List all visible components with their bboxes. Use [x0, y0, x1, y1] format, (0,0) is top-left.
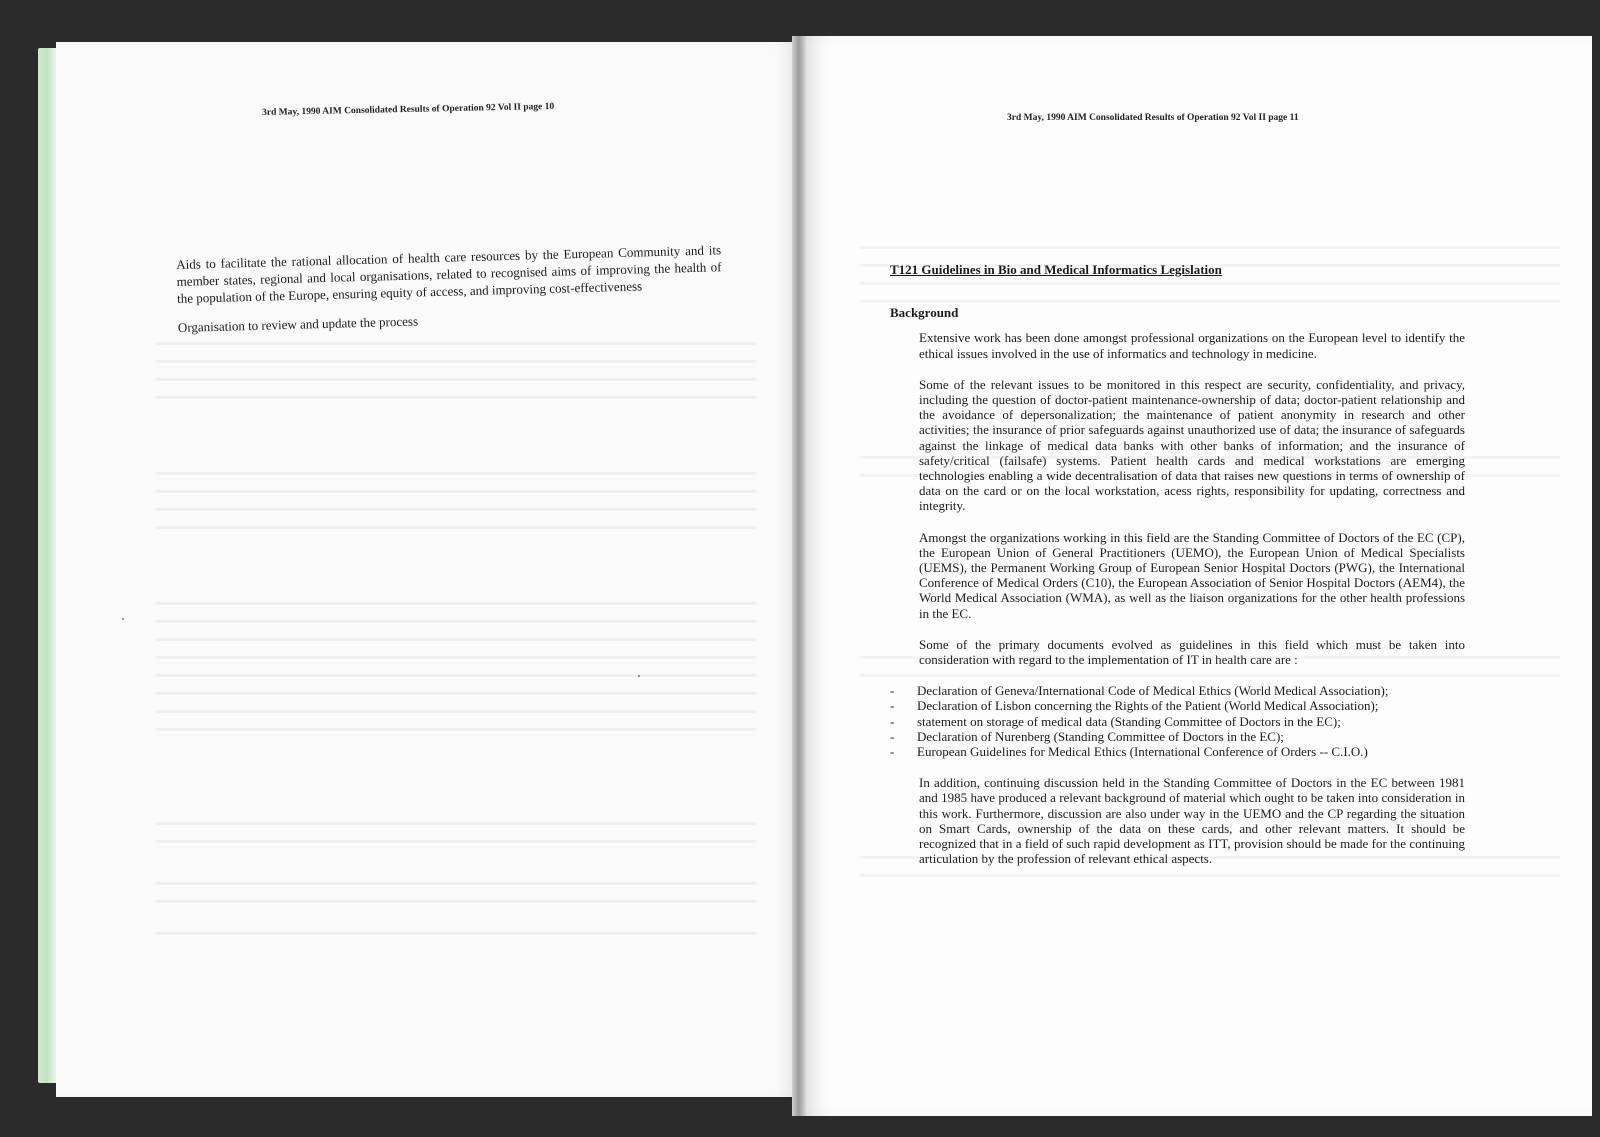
- right-page-header: 3rd May, 1990 AIM Consolidated Results of Operation 92 Vol II page 11: [1007, 113, 1299, 123]
- body-paragraph: Extensive work has been done amongst professional organizations on the European level to identify the ethical issues involved in the use of informatics and technology in medicine.: [919, 330, 1465, 361]
- right-page-body: [890, 262, 1465, 883]
- list-item: [890, 729, 1465, 744]
- list-item-text: statement on storage of medical data (Standing Committee of Doctors in the EC);: [917, 713, 1341, 729]
- left-page-header: 3rd May, 1990 AIM Consolidated Results of Operation 92 Vol II page 10: [262, 101, 555, 118]
- book-spine: [792, 36, 806, 1116]
- bullet-dash: -: [890, 698, 895, 714]
- body-paragraph: Amongst the organizations working in this field are the Standing Committee of Doctors of the EC (CP), the European Union of General Practitioners (UEMO), the European Union of Medical Specialists (UEMS), the Permanent Working Group of European Senior Hospital Doctors (PWG), the International Conference of Medical Orders (C10), the European Association of Senior Hospital Doctors (AEM4), the World Medical Association (WMA), as well as the liaison organizations for the other health professions in the EC.: [919, 529, 1465, 621]
- bullet-dash: -: [890, 683, 895, 699]
- guidelines-list: [890, 683, 1465, 759]
- list-item-text: Declaration of Lisbon concerning the Rights of the Patient (World Medical Association);: [917, 698, 1379, 714]
- section-subheading: Background: [890, 305, 959, 321]
- bullet-dash: -: [890, 728, 895, 744]
- left-page: [56, 42, 800, 1097]
- section-body: [919, 330, 1465, 667]
- list-item-text: Declaration of Nurenberg (Standing Committee of Doctors in the EC);: [917, 728, 1284, 744]
- list-item-text: Declaration of Geneva/International Code of Medical Ethics (World Medical Association);: [917, 683, 1389, 699]
- paper-speck: [638, 675, 640, 677]
- list-item: [890, 683, 1465, 698]
- left-paragraph: Aids to facilitate the rational allocation of health care resources by the European Community and its member states, regional and local organisations, related to recognised aims of improving the health of the population of the Europe, ensuring equity of access, and improving cost-effectiveness: [176, 242, 722, 306]
- list-item: [890, 714, 1465, 729]
- left-paragraph: Organisation to review and update the process: [177, 313, 419, 335]
- paper-speck: [122, 618, 124, 620]
- closing-section: [919, 775, 1465, 866]
- list-item: [890, 698, 1465, 713]
- body-paragraph: Some of the primary documents evolved as guidelines in this field which must be taken into consideration with regard to the implementation of IT in health care are :: [919, 636, 1465, 668]
- body-paragraph: Some of the relevant issues to be monitored in this respect are security, confidentiality, and privacy, including the question of doctor-patient maintenance-ownership of data; doctor-patient relationship and the avoidance of depersonalization; the maintenance of patient anonymity in research and other activities; the insurance of prior safeguards against unauthorized use of data; the insurance of safeguards against the linkage of medical data banks with other banks of information; and the insurance of safety/critical (failsafe) systems. Patient health cards and medical workstations are emerging technologies enabling a wide decentralisation of data that raises new questions in terms of ownership of data on the card or on the local workstation, acess rights, responsibility for updating, correctness and integrity.: [919, 376, 1465, 514]
- section-title: T121 Guidelines in Bio and Medical Informatics Legislation: [890, 262, 1222, 277]
- list-item: [890, 744, 1465, 759]
- bullet-dash: -: [890, 713, 895, 729]
- bullet-dash: -: [890, 744, 895, 760]
- list-item-text: European Guidelines for Medical Ethics (International Conference of Orders -- C.I.O.): [917, 744, 1368, 760]
- closing-paragraph: In addition, continuing discussion held in the Standing Committee of Doctors in the EC between 1981 and 1985 have produced a relevant background of material which ought to be taken into consideration in this work. Furthermore, discussion are also under way in the UEMO and the CP regarding the situation on Smart Cards, ownership of the data on these cards, and other relevant matters. It should be recognized that in a field of such rapid development as ITT, provision should be made for the continuing articulation by the profession of relevant ethical aspects.: [919, 775, 1465, 867]
- left-page-body: [176, 241, 723, 348]
